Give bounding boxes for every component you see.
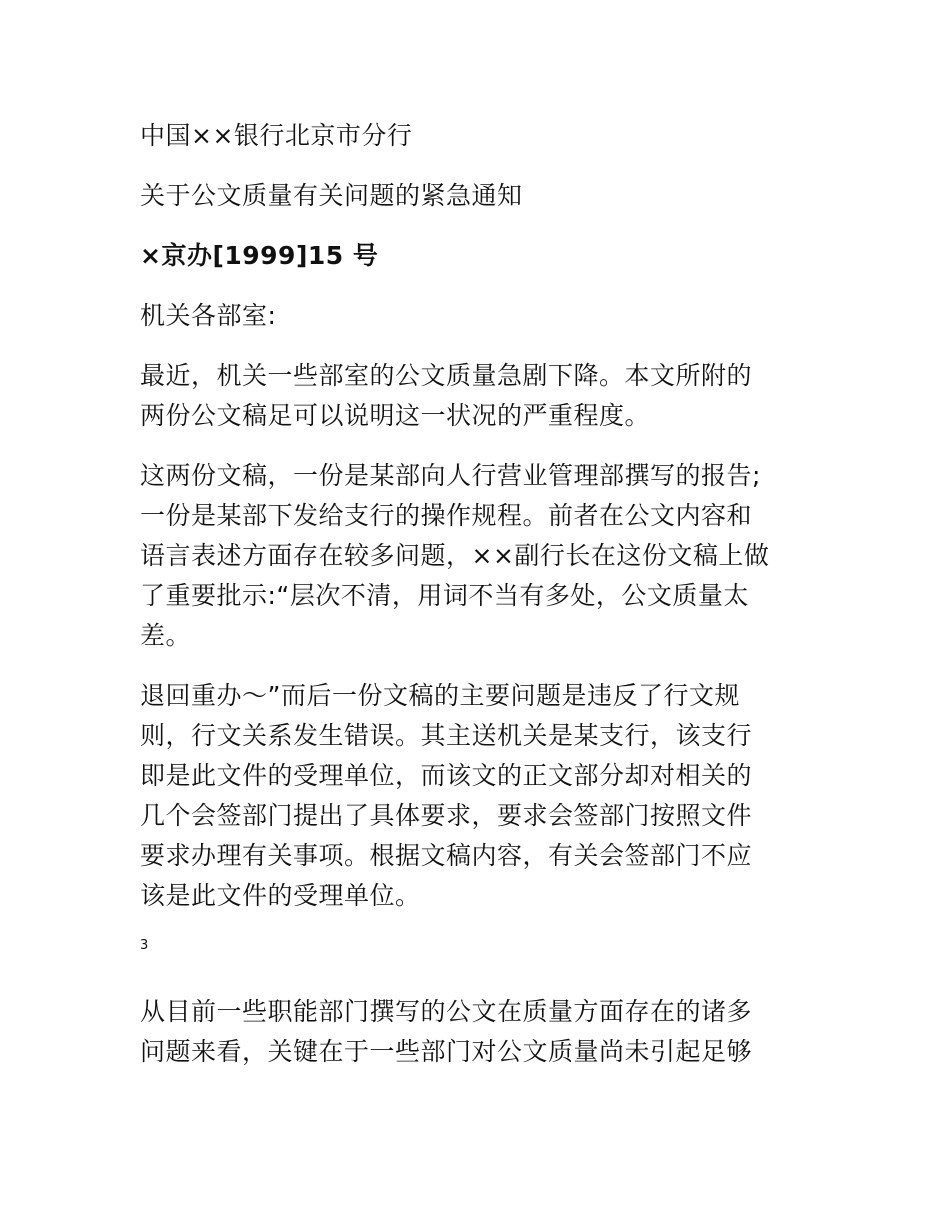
paragraph-line: 两份公文稿足可以说明这一状况的严重程度。 xyxy=(140,401,651,430)
paragraph-line: 则，行文关系发生错误。其主送机关是某支行，该支行 xyxy=(140,721,753,750)
salutation: 机关各部室: xyxy=(140,301,277,330)
notice-title: 关于公文质量有关问题的紧急通知 xyxy=(140,181,523,210)
paragraph-line: 该是此文件的受理单位。 xyxy=(140,881,421,910)
paragraph-4 xyxy=(140,992,815,1072)
paragraph-1 xyxy=(140,356,815,436)
paragraph-line: 差。 xyxy=(140,621,192,650)
paragraph-line: 从目前一些职能部门撰写的公文在质量方面存在的诸多 xyxy=(140,997,753,1026)
paragraph-line: 要求办理有关事项。根据文稿内容，有关会签部门不应 xyxy=(140,841,753,870)
paragraph-line: 语言表述方面存在较多问题，××副行长在这份文稿上做 xyxy=(140,541,770,570)
paragraph-line: 了重要批示:“层次不清，用词不当有多处，公文质量太 xyxy=(140,581,749,610)
paragraph-line: 这两份文稿，一份是某部向人行营业管理部撰写的报告; xyxy=(140,461,761,490)
paragraph-line: 一份是某部下发给支行的操作规程。前者在公文内容和 xyxy=(140,501,753,530)
paragraph-line: 最近，机关一些部室的公文质量急剧下降。本文所附的 xyxy=(140,361,753,390)
paragraph-line: 即是此文件的受理单位，而该文的正文部分却对相关的 xyxy=(140,761,753,790)
paragraph-3 xyxy=(140,676,815,916)
issuer-line: 中国××银行北京市分行 xyxy=(140,121,413,150)
document-number: ×京办[1999]15 号 xyxy=(140,241,379,270)
paragraph-2 xyxy=(140,456,815,656)
paragraph-line: 退回重办～”而后一份文稿的主要问题是违反了行文规 xyxy=(140,681,740,710)
document-page xyxy=(140,116,815,1092)
paragraph-line: 几个会签部门提出了具体要求，要求会签部门按照文件 xyxy=(140,801,753,830)
page-number: 3 xyxy=(140,938,149,953)
paragraph-line: 问题来看，关键在于一些部门对公文质量尚未引起足够 xyxy=(140,1037,753,1066)
